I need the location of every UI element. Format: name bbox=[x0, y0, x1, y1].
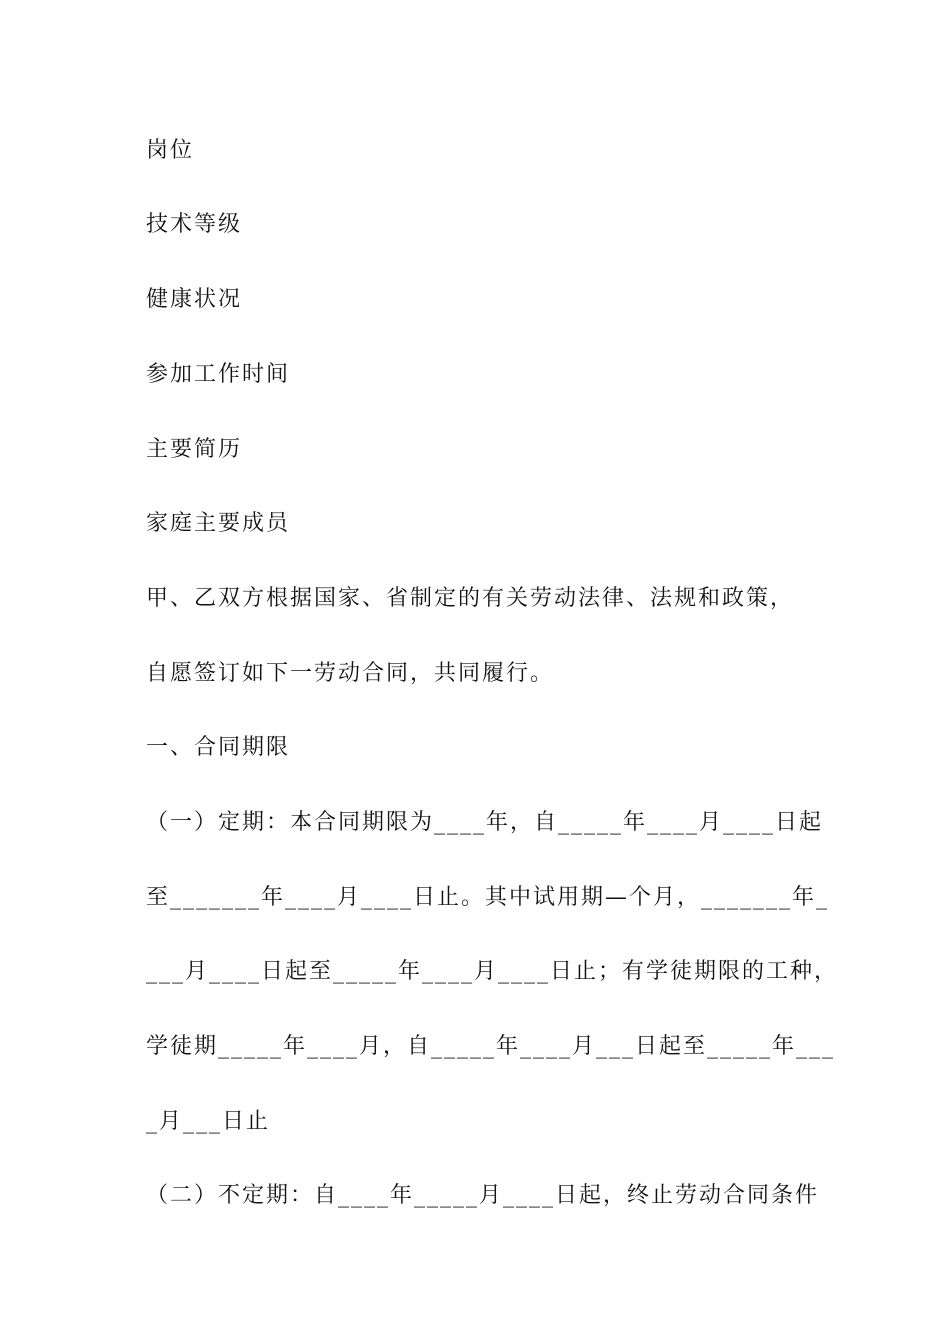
contract-intro-line-1: 甲、乙双方根据国家、省制定的有关劳动法律、法规和政策， bbox=[146, 586, 795, 611]
fixed-term-clause-line-5: _月___日止 bbox=[146, 1109, 271, 1134]
section-heading-contract-term: 一、合同期限 bbox=[146, 735, 291, 760]
field-label-resume: 主要简历 bbox=[146, 437, 243, 462]
contract-intro-line-2: 自愿签订如下一劳动合同，共同履行。 bbox=[146, 661, 555, 686]
fixed-term-clause-line-2: 至_______年____月____日止。其中试用期—个月，_______年_ bbox=[146, 885, 830, 910]
fixed-term-clause-line-3: ___月____日起至_____年____月____日止；有学徒期限的工种， bbox=[146, 959, 839, 984]
field-label-technical-grade: 技术等级 bbox=[146, 212, 243, 237]
field-label-work-start-time: 参加工作时间 bbox=[146, 362, 291, 387]
field-label-family-members: 家庭主要成员 bbox=[146, 511, 291, 536]
field-label-position: 岗位 bbox=[146, 138, 195, 163]
fixed-term-clause-line-1: （一）定期：本合同期限为____年，自_____年____月____日起 bbox=[146, 810, 824, 835]
field-label-health-status: 健康状况 bbox=[146, 287, 243, 312]
fixed-term-clause-line-4: 学徒期_____年____月，自_____年____月___日起至_____年___ bbox=[146, 1034, 836, 1059]
open-term-clause-line-1: （二）不定期：自____年_____月____日起，终止劳动合同条件 bbox=[146, 1183, 820, 1208]
